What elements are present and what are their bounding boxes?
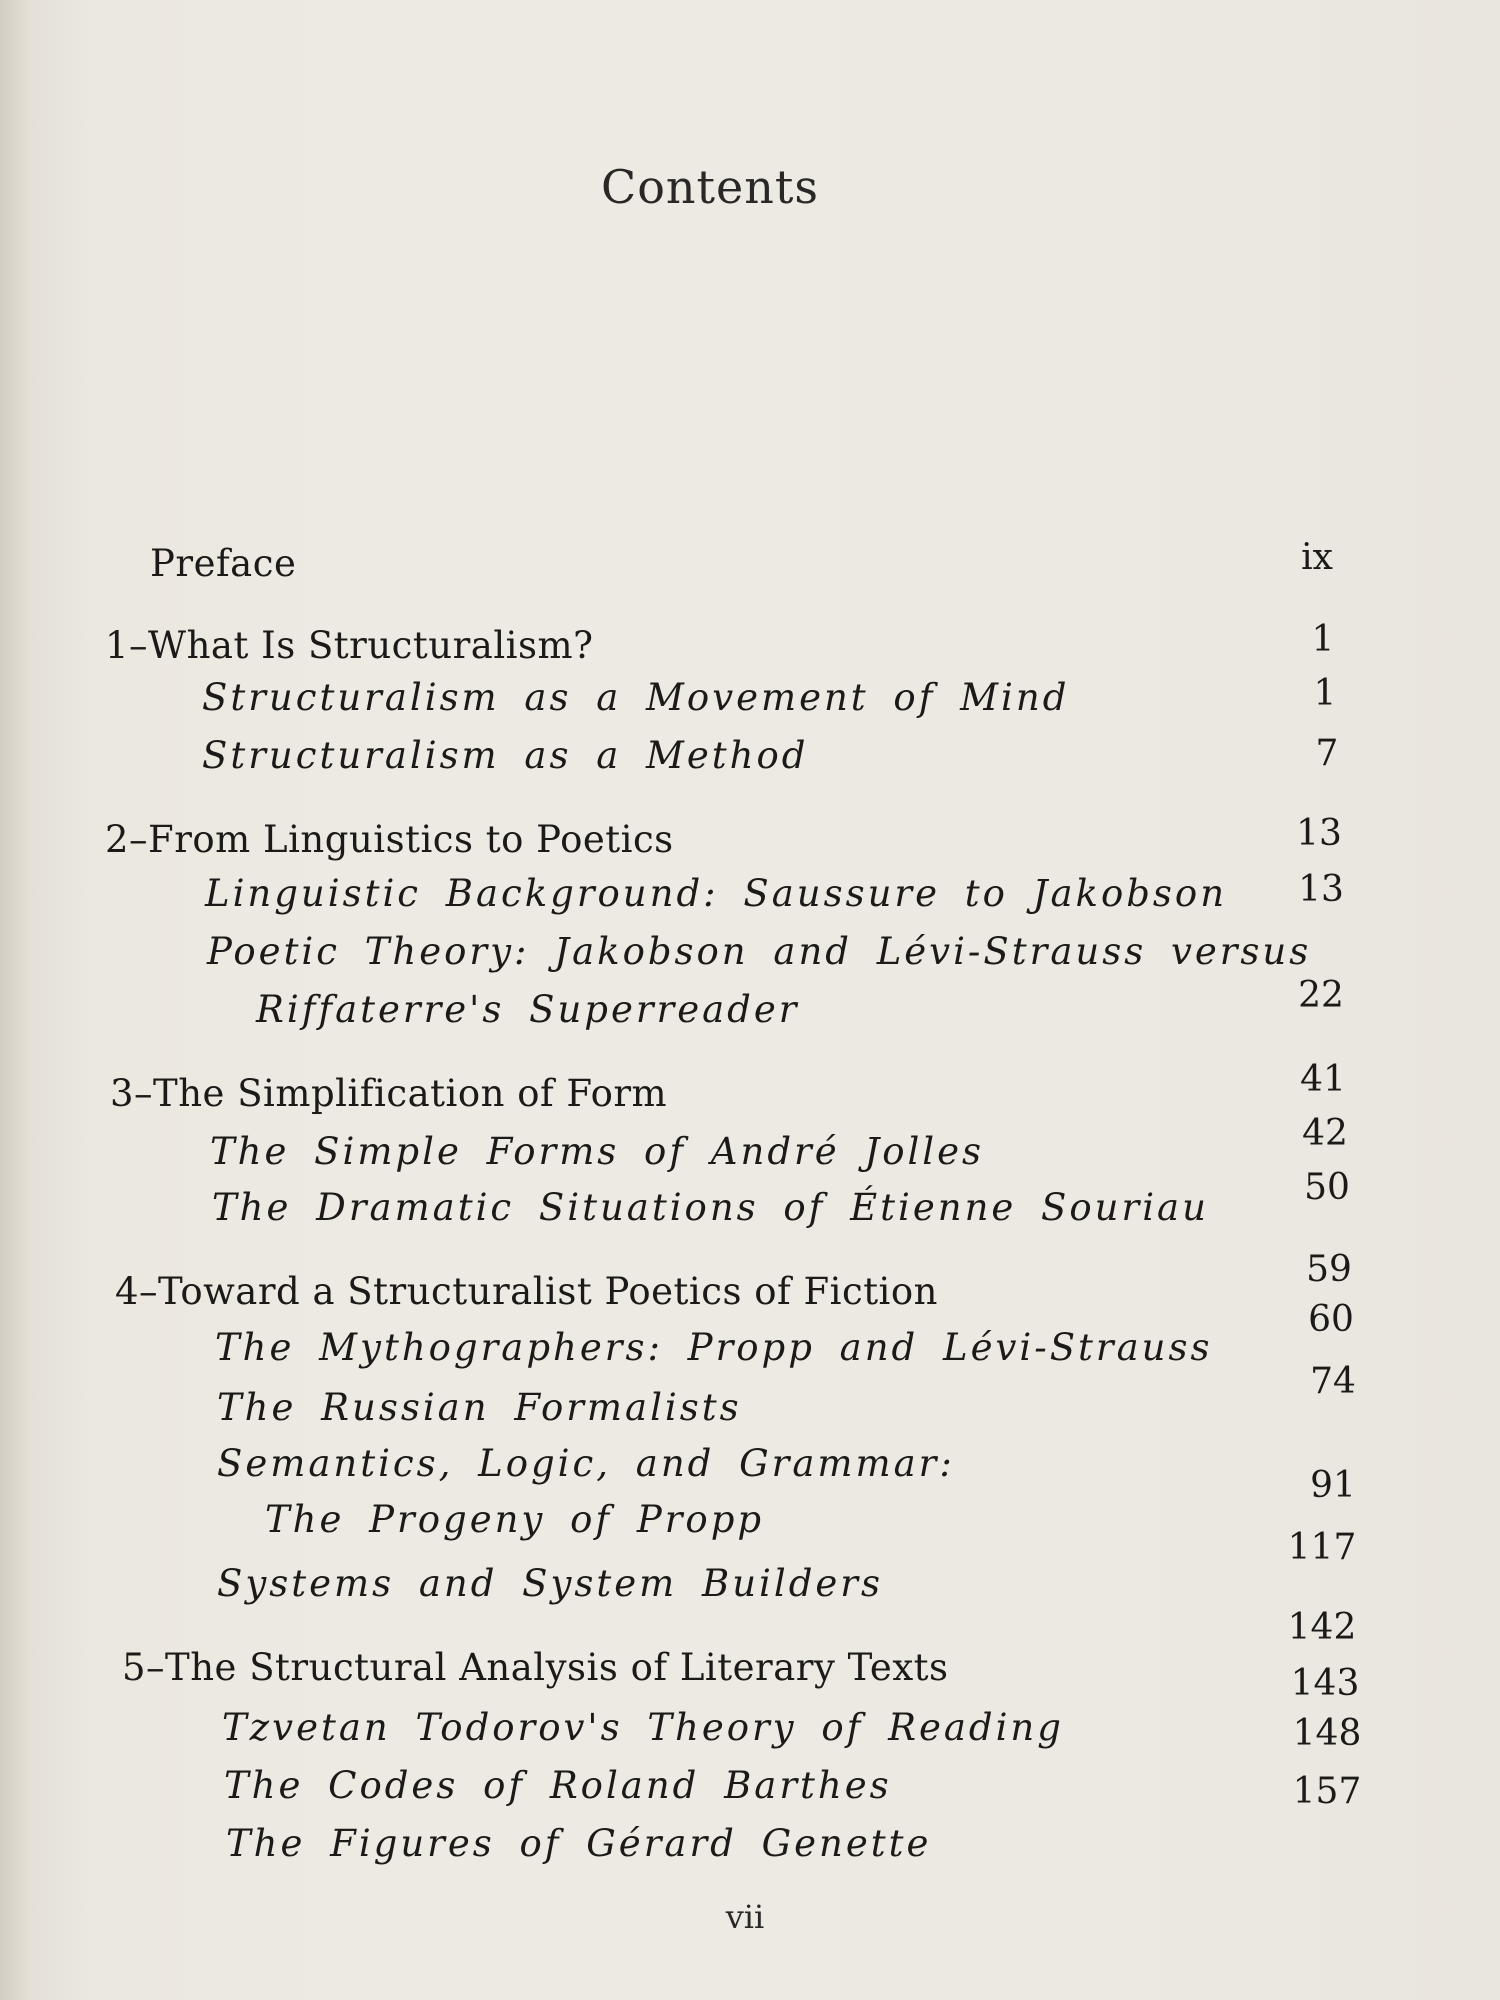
page-folio: vii [725,1898,765,1936]
toc-page-number: 59 [1306,1249,1352,1290]
toc-entry-preface: Preface [150,542,297,585]
toc-chapter-4: 4–Toward a Structuralist Poetics of Fiction [115,1270,938,1313]
toc-section: Linguistic Background: Saussure to Jakobson [205,872,1228,915]
toc-chapter-5: 5–The Structural Analysis of Literary Texts [122,1646,949,1689]
toc-page-number: 41 [1300,1059,1346,1100]
toc-page-number: 42 [1302,1113,1348,1154]
toc-section-continued: Riffaterre's Superreader [256,988,800,1031]
toc-section: The Simple Forms of André Jolles [210,1130,985,1173]
toc-page-number: 148 [1292,1713,1362,1754]
toc-page-number: 22 [1298,975,1344,1016]
toc-page-number: 50 [1304,1167,1350,1208]
toc-page-number: 117 [1287,1527,1357,1568]
toc-section-continued: The Progeny of Propp [265,1498,765,1541]
toc-section: Systems and System Builders [217,1562,883,1605]
toc-chapter-1: 1–What Is Structuralism? [105,624,594,667]
toc-section: Poetic Theory: Jakobson and Lévi-Strauss versus [207,930,1312,973]
toc-chapter-3: 3–The Simplification of Form [110,1072,668,1115]
toc-page-number: 74 [1310,1361,1356,1402]
toc-page-number: 143 [1290,1663,1360,1704]
toc-section: The Dramatic Situations of Étienne Souriau [212,1186,1209,1229]
toc-page-number: 1 [1313,673,1337,714]
toc-page-number: ix [1301,537,1333,578]
toc-section: Semantics, Logic, and Grammar: [217,1442,955,1485]
toc-page-number: 13 [1296,813,1342,854]
toc-section: Tzvetan Todorov's Theory of Reading [222,1706,1064,1749]
toc-section: The Codes of Roland Barthes [224,1764,892,1807]
toc-section: Structuralism as a Method [202,734,809,777]
toc-page-number: 142 [1287,1607,1357,1648]
toc-page-number: 60 [1308,1299,1354,1340]
toc-page-number: 13 [1298,869,1344,910]
toc-page-number: 1 [1311,619,1335,660]
toc-section: The Figures of Gérard Genette [226,1822,932,1865]
toc-chapter-2: 2–From Linguistics to Poetics [105,818,674,861]
toc-page-number: 7 [1315,733,1339,774]
toc-section: The Mythographers: Propp and Lévi-Strauss [215,1326,1213,1369]
toc-page-number: 91 [1310,1465,1356,1506]
toc-section: The Russian Formalists [217,1386,742,1429]
toc-page-number: 157 [1292,1771,1362,1812]
page-title: Contents [601,160,819,214]
toc-section: Structuralism as a Movement of Mind [202,676,1070,719]
